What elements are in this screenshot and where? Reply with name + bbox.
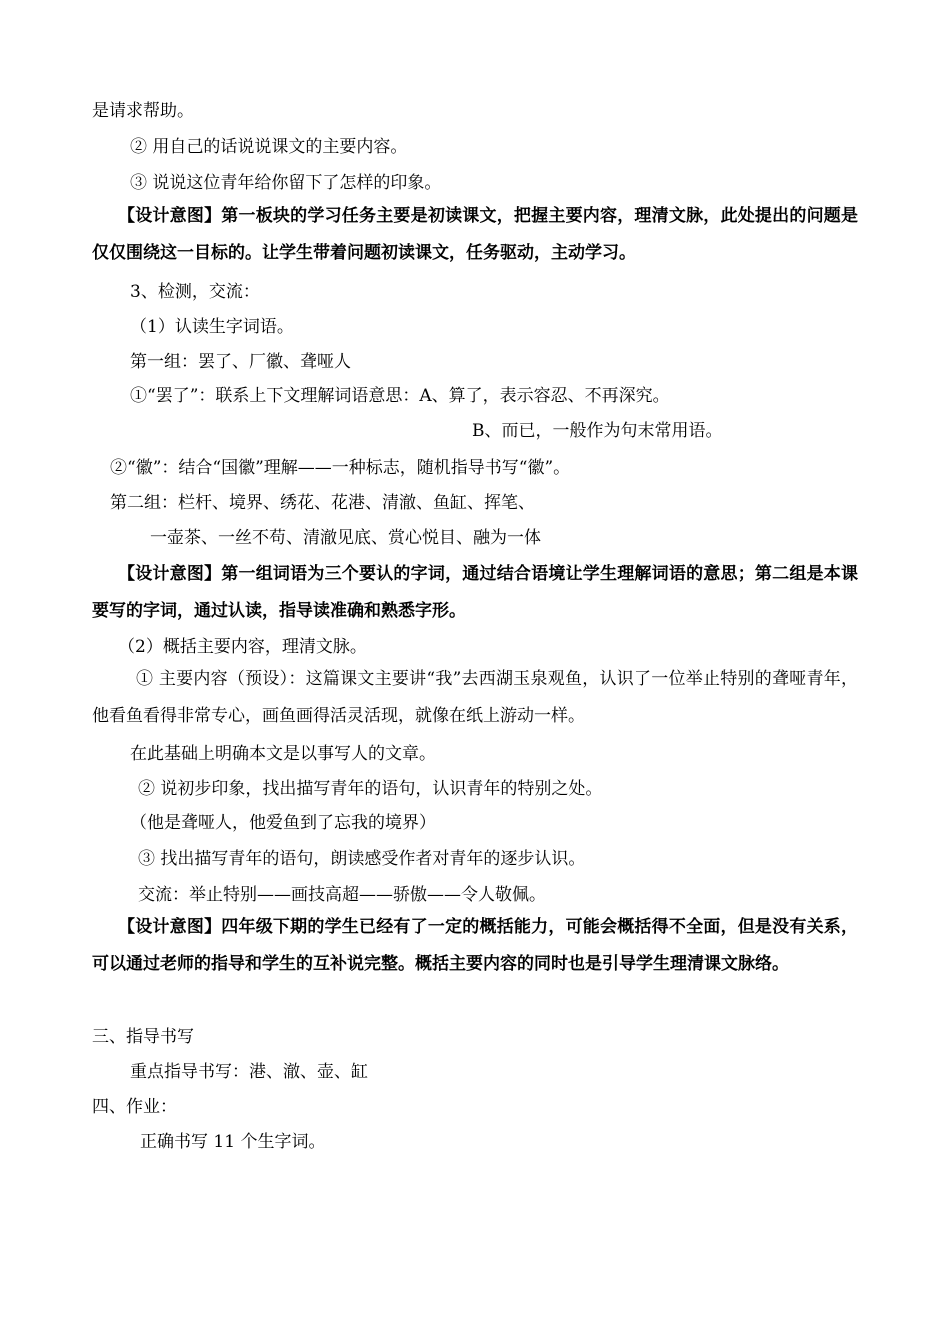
design-intent-paragraph: 【设计意图】第一板块的学习任务主要是初读课文，把握主要内容，理清文脉，此处提出的问题是仅仅围绕这一目标的。让学生带着问题初读课文，任务驱动，主动学习。	[92, 206, 858, 263]
text-line: 一壶茶、一丝不苟、清澈见底、赏心悦目、融为一体	[150, 528, 541, 548]
text-line: ② 说初步印象，找出描写青年的语句，认识青年的特别之处。	[138, 779, 603, 799]
text-line: 重点指导书写：港、澈、壶、缸	[130, 1062, 368, 1082]
text-line: （2）概括主要内容，理清文脉。	[118, 637, 367, 657]
text-line: 第一组：罢了、厂徽、聋哑人	[130, 352, 351, 372]
design-intent-paragraph: 【设计意图】第一组词语为三个要认的字词，通过结合语境让学生理解词语的意思；第二组是本课要写的字词，通过认读，指导读准确和熟悉字形。	[92, 564, 858, 621]
design-intent-paragraph: 【设计意图】四年级下期的学生已经有了一定的概括能力，可能会概括得不全面，但是没有关系，可以通过老师的指导和学生的互补说完整。概括主要内容的同时也是引导学生理清课文脉络。	[92, 917, 858, 974]
text-line: 3、检测，交流：	[130, 282, 260, 302]
text-line: 在此基础上明确本文是以事写人的文章。	[130, 744, 436, 764]
text-line: （1）认读生字词语。	[130, 317, 294, 337]
section-heading: 四、作业：	[92, 1097, 177, 1117]
text-line: ③ 找出描写青年的语句，朗读感受作者对青年的逐步认识。	[138, 849, 586, 869]
text-line: 是请求帮助。	[92, 101, 194, 121]
text-line: ①“罢了”：联系上下文理解词语意思：A、算了，表示容忍、不再深究。	[130, 386, 670, 406]
text-line: （他是聋哑人，他爱鱼到了忘我的境界）	[130, 813, 436, 833]
text-paragraph: ① 主要内容（预设）：这篇课文主要讲“我”去西湖玉泉观鱼，认识了一位举止特别的聋哑青年，他看鱼看得非常专心，画鱼画得活灵活现，就像在纸上游动一样。	[92, 669, 858, 726]
section-heading: 三、指导书写	[92, 1027, 194, 1047]
text-line: B、而已，一般作为句末常用语。	[472, 421, 723, 441]
text-line: 第二组：栏杆、境界、绣花、花港、清澈、鱼缸、挥笔、	[110, 493, 535, 513]
text-line: 交流：举止特别——画技高超——骄傲——令人敬佩。	[138, 885, 546, 905]
text-line: ②“徽”：结合“国徽”理解——一种标志，随机指导书写“徽”。	[110, 458, 571, 478]
text-line: ② 用自己的话说说课文的主要内容。	[130, 137, 408, 157]
text-line: 正确书写 11 个生字词。	[140, 1132, 326, 1152]
text-line: ③ 说说这位青年给你留下了怎样的印象。	[130, 173, 442, 193]
